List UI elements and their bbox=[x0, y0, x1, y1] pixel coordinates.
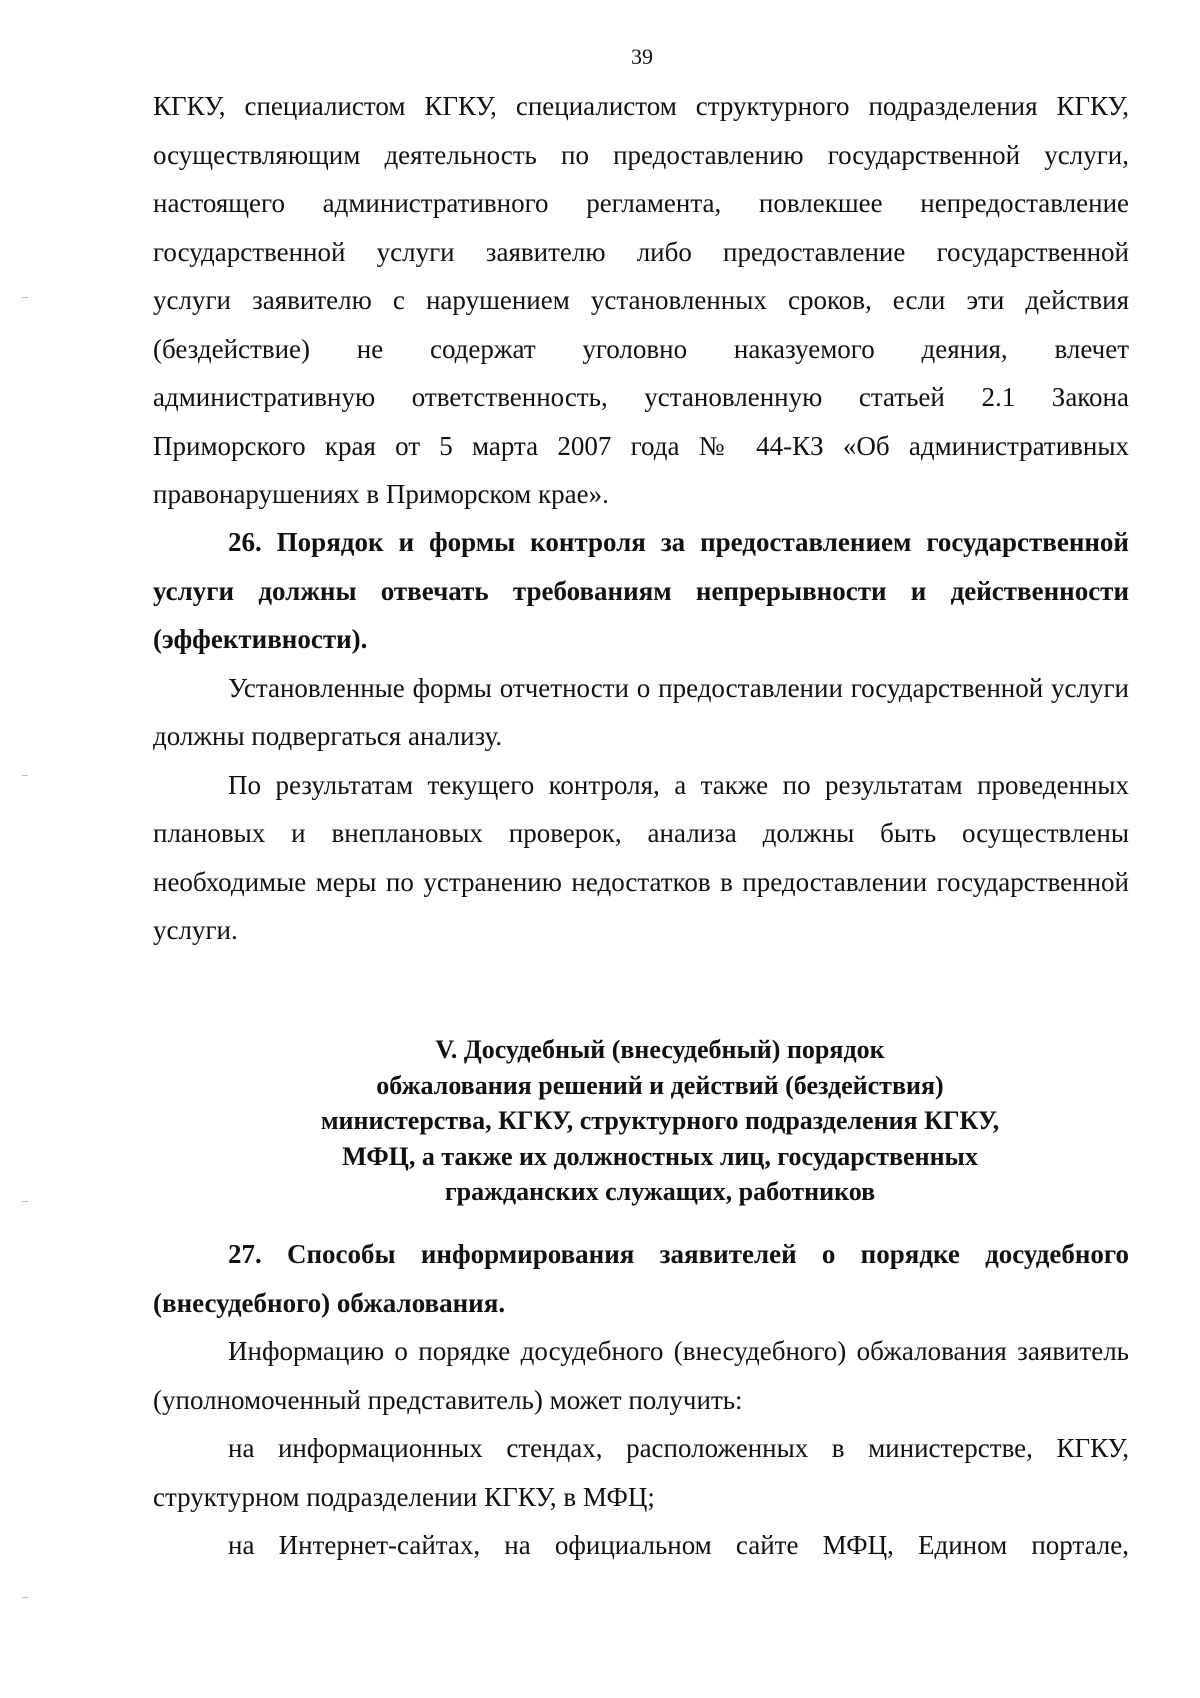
page-number: 39 bbox=[631, 44, 653, 69]
section-title-line: V. Досудебный (внесудебный) порядок bbox=[435, 1035, 885, 1064]
text-line: государственной услуги заявителю либо предоставление государственной bbox=[153, 236, 1129, 267]
heading-26: 26. Порядок и формы контроля за предоставлением государственной услуги должны отвечать требованиям непрерывности и действенности (эффективности). bbox=[153, 527, 1129, 654]
section-title-line: МФЦ, а также их должностных лиц, государственных bbox=[342, 1141, 978, 1171]
text-line: услуги заявителю с нарушением установленных сроков, если эти действия bbox=[153, 285, 1129, 315]
text-line: КГКУ, специалистом КГКУ, специалистом структурного подразделения КГКУ, bbox=[153, 91, 1129, 121]
text-line: Приморского края от 5 марта 2007 года № 44-КЗ «Об административных bbox=[153, 430, 1129, 461]
text-line: осуществляющим деятельность по предоставлению государственной услуги, bbox=[153, 139, 1129, 170]
text-line: административную ответственность, установленную статьей 2.1 Закона bbox=[153, 382, 1129, 412]
paragraph-26-reporting: Установленные формы отчетности о предоставлении государственной услуги должны подвергаться анализу. bbox=[153, 672, 1129, 751]
heading-27: 27. Способы информирования заявителей о порядке досудебного (внесудебного) обжалования. bbox=[153, 1239, 1129, 1318]
paragraph-27-websites: на Интернет-сайтах, на официальном сайте МФЦ, Едином портале, bbox=[228, 1530, 1129, 1560]
section-title-line: обжалования решений и действий (бездействия) bbox=[376, 1070, 944, 1100]
section-v-title bbox=[180, 1032, 1140, 1210]
text-line: (бездействие) не содержат уголовно наказуемого деяния, влечет bbox=[153, 333, 1129, 364]
scan-margin-mark bbox=[22, 297, 28, 298]
section-26 bbox=[153, 518, 1129, 955]
text-line: настоящего административного регламента, повлекшее непредоставление bbox=[153, 188, 1129, 218]
paragraph-26-measures: По результатам текущего контроля, а также по результатам проведенных плановых и внеплановых проверок, анализа должны быть осуществлены необходимые меры по устранению недостатков в предоставлении государственной услуги. bbox=[153, 769, 1129, 945]
paragraph-27-stands: на информационных стендах, расположенных в министерстве, КГКУ, структурном подразделении КГКУ, в МФЦ; bbox=[153, 1433, 1129, 1512]
paragraph-liability-continuation bbox=[153, 82, 1129, 519]
text-line: правонарушениях в Приморском крае». bbox=[153, 479, 609, 509]
section-title-line: министерства, КГКУ, структурного подразделения КГКУ, bbox=[320, 1106, 1000, 1135]
scan-margin-mark bbox=[22, 1201, 28, 1202]
scan-margin-mark bbox=[22, 1597, 28, 1598]
section-27 bbox=[153, 1230, 1129, 1570]
paragraph-27-info: Информацию о порядке досудебного (внесудебного) обжалования заявитель (уполномоченный представитель) может получить: bbox=[153, 1336, 1129, 1415]
section-title-line: гражданских служащих, работников bbox=[444, 1177, 876, 1206]
scan-margin-mark bbox=[22, 775, 28, 776]
